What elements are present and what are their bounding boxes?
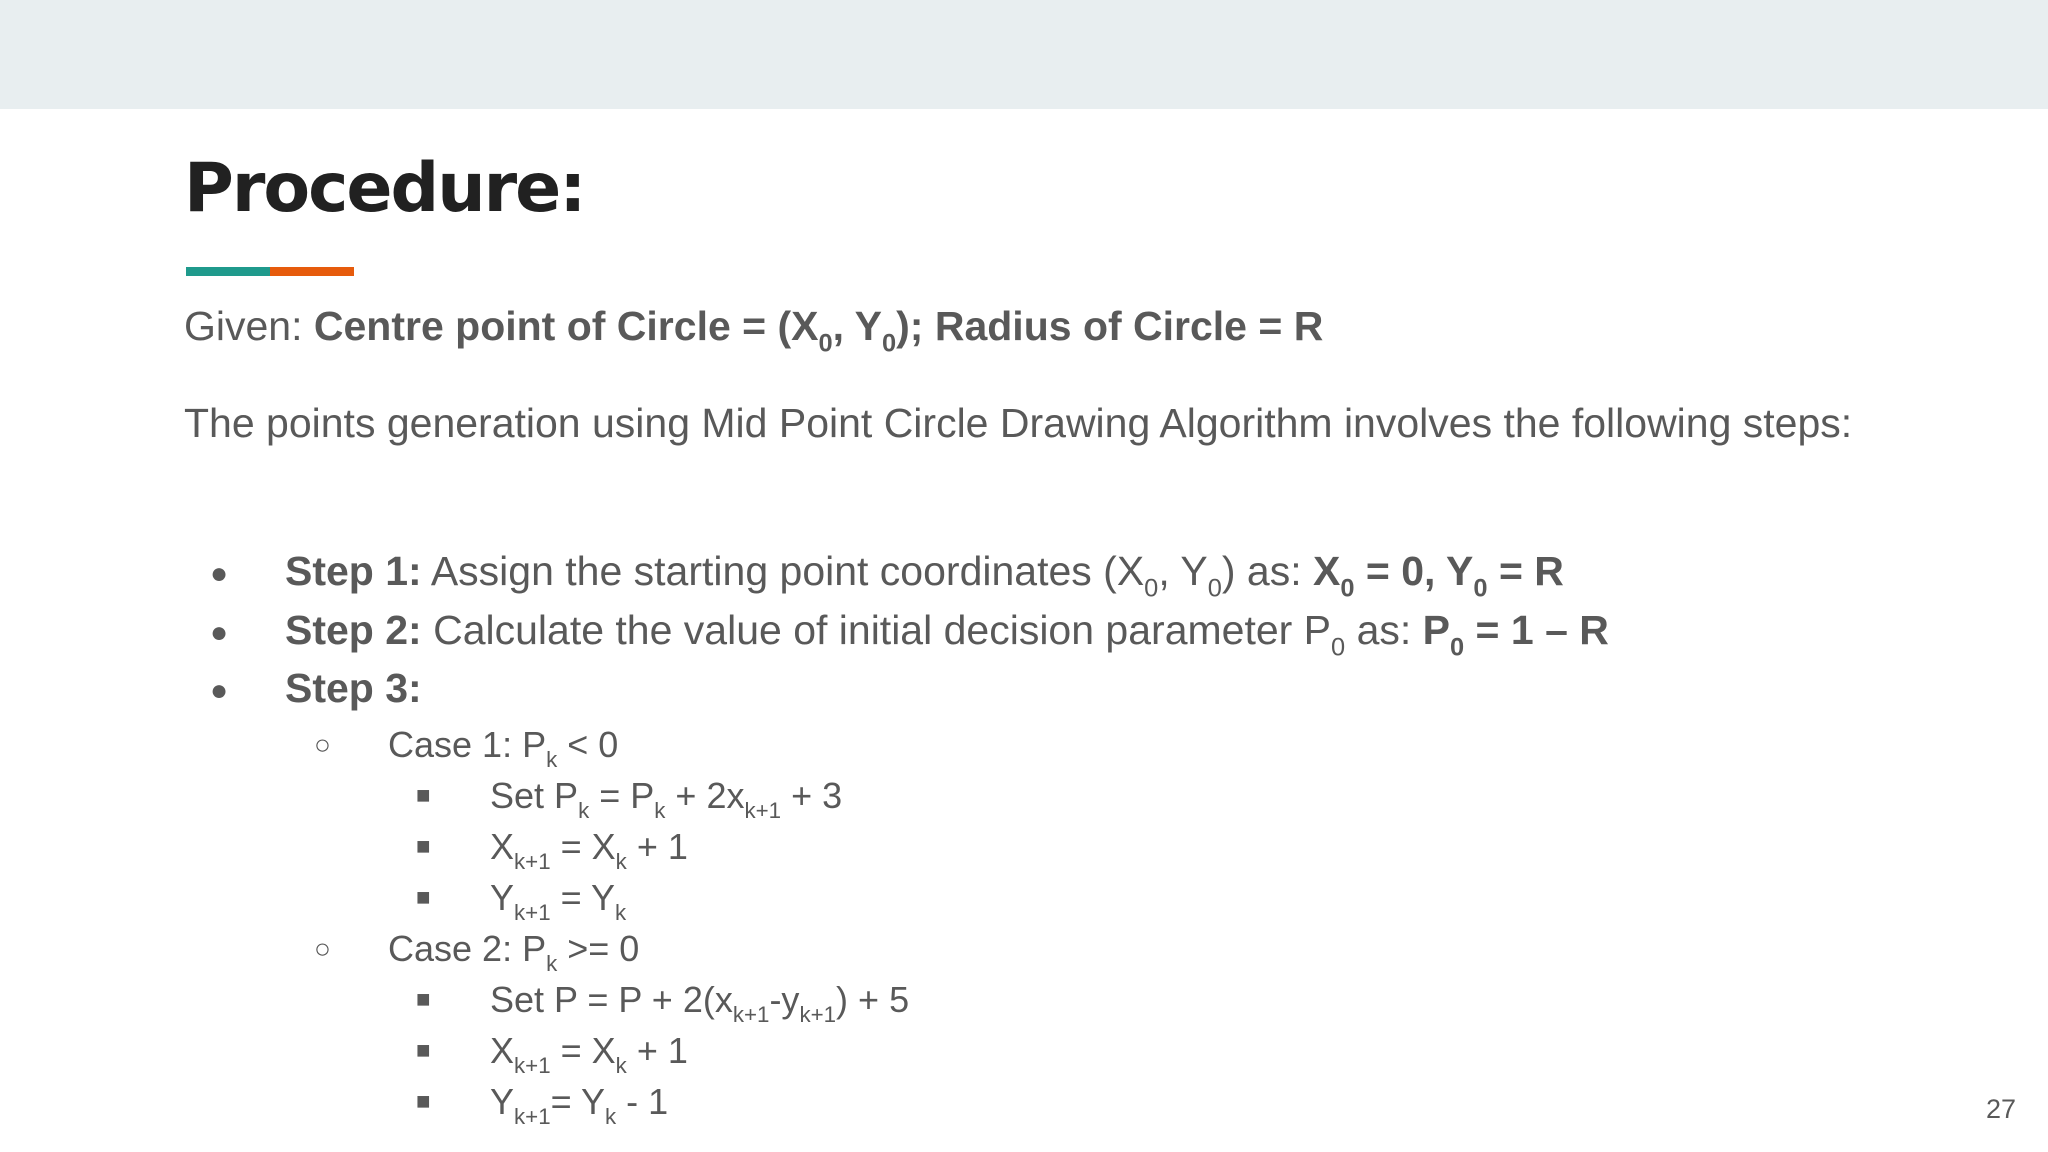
case-2-item-2: $X_{k+1} = X_k + 1$	[490, 1030, 688, 1079]
bullet-case-2-item-2: ■	[416, 1037, 431, 1064]
page-number: 27	[1985, 1094, 2016, 1124]
case-1-item-2: $X_{k+1} = X_k + 1$	[490, 826, 688, 875]
intro-paragraph: The points generation using Mid Point Circle Drawing Algorithm involves the following steps:	[184, 400, 1853, 446]
bullet-case-1-item-2: ■	[416, 833, 431, 860]
bullet-step-2: ●	[210, 616, 229, 649]
case-1: Case 1: $P_k < 0$	[388, 724, 619, 773]
accent-bar-orange	[270, 267, 354, 276]
bullet-case-1-item-3: ■	[416, 884, 431, 911]
bullet-step-3: ●	[210, 674, 229, 707]
slide-title: Procedure:	[184, 149, 585, 228]
case-1-item-1: Set $P_k = P_k + 2x_{k+1} + 3$	[490, 775, 843, 824]
given-centre-text: Centre point of Circle = ($X_0$, $Y_0$); Radius of Circle = R	[313, 303, 1324, 358]
case-2-item-3: $Y_{k+1}= Y_k - 1$	[490, 1081, 669, 1130]
step-3: Step 3:	[285, 665, 422, 711]
bullet-case-2-item-3: ■	[416, 1088, 431, 1115]
bullet-step-1: ●	[210, 557, 229, 590]
case-2-item-1: Set $P = P + 2(x_{k+1}-y_{k+1}) + 5$	[490, 979, 910, 1028]
step-2: Step 2: Calculate the value of initial decision parameter $P_0$ as: $P_0 = 1 - R$	[285, 607, 1609, 662]
header-band	[0, 0, 2048, 109]
case-2: Case 2: $P_k >= 0$	[388, 928, 640, 977]
step-1: Step 1: Assign the starting point coordinates ($X_0$, $Y_0$) as: $X_0 = 0$, $Y_0 = R$	[285, 548, 1564, 603]
bullet-case-1: ○	[314, 729, 331, 760]
given-label: Given:	[184, 303, 314, 349]
bullet-case-2-item-1: ■	[416, 986, 431, 1013]
given-line	[184, 300, 1324, 358]
bullet-case-2: ○	[314, 933, 331, 964]
bullet-case-1-item-1: ■	[416, 782, 431, 809]
accent-bar-teal	[186, 267, 270, 276]
case-1-item-3: $Y_{k+1} = Y_k$	[490, 877, 627, 926]
